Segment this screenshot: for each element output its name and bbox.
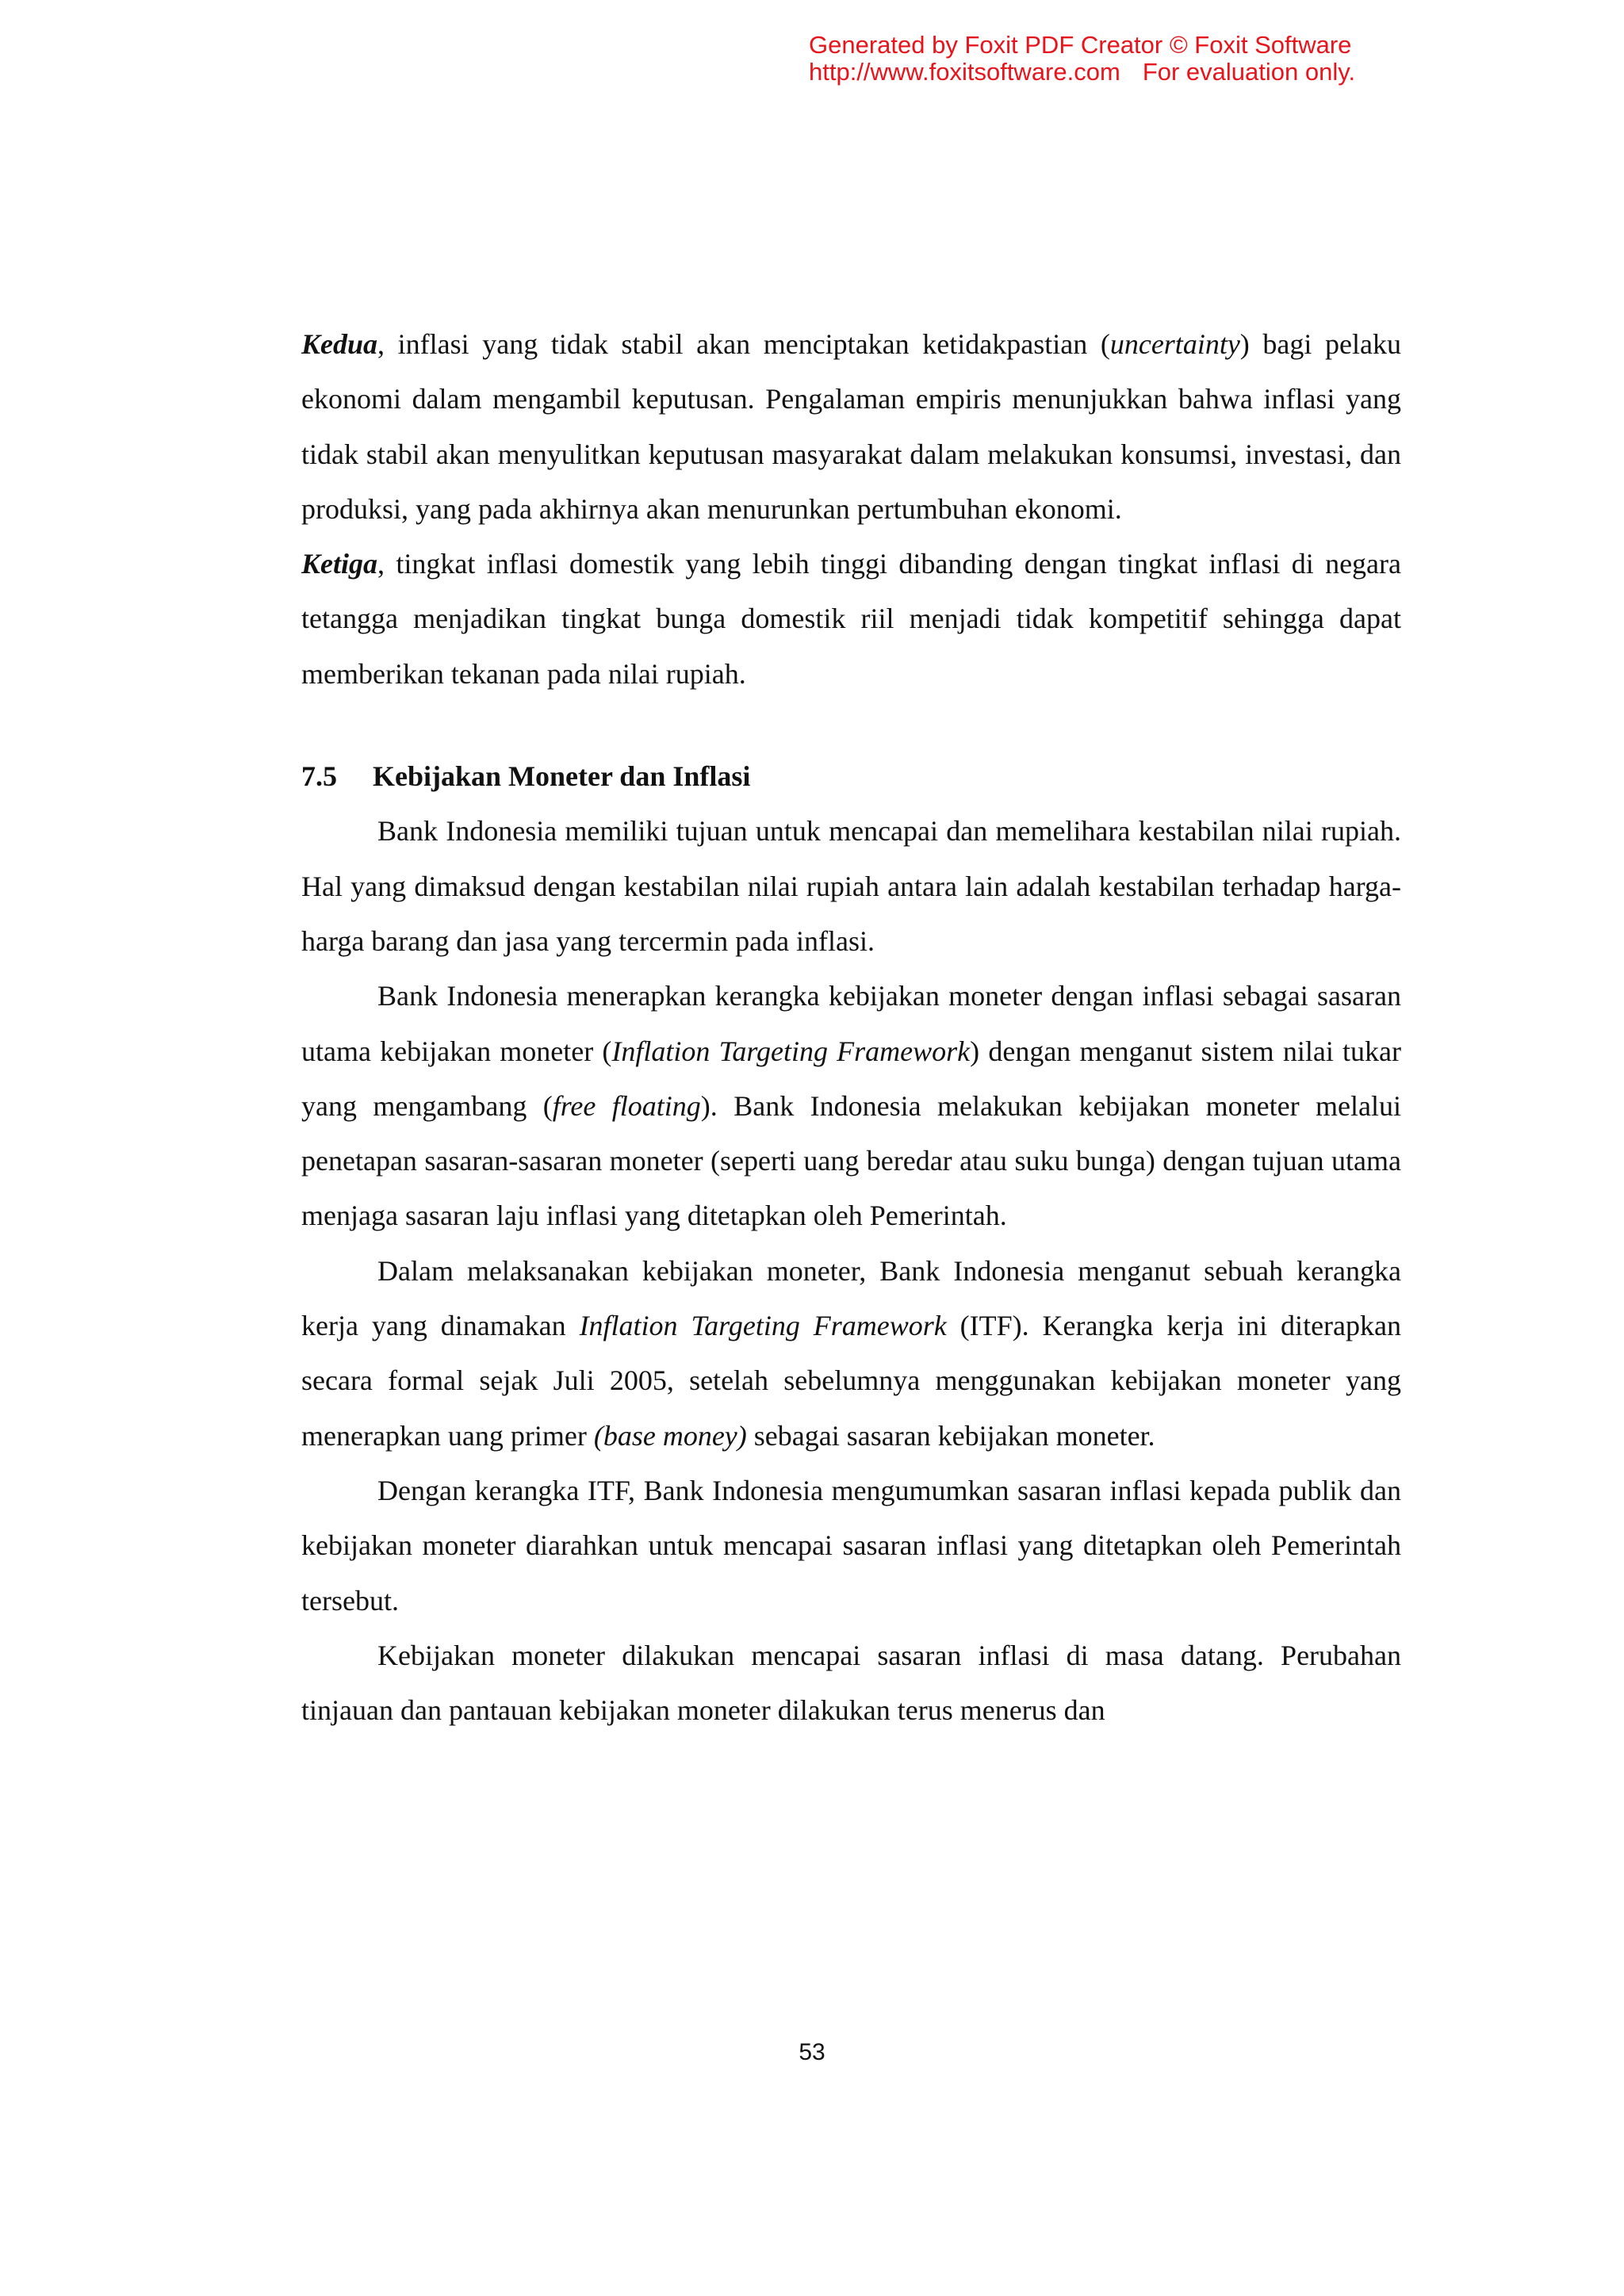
paragraph-text: ). Bank Indonesia melakukan kebijakan moneter melalui penetapan sasaran-sasaran moneter (seperti uang beredar atau suku bunga) dengan tujuan utama menjaga sasaran laju inflasi yang ditetapkan oleh Pemerintah. (301, 1089, 1402, 1232)
paragraph-3 (301, 1244, 1401, 1464)
emphasis-uncertainty: uncertainty (1109, 328, 1240, 360)
watermark-url-link[interactable]: http://www.foxitsoftware.com (809, 58, 1120, 86)
paragraph-text: Bank Indonesia menerapkan kerangka kebijakan moneter dengan inflasi sebagai sasaran utama kebijakan moneter ( (301, 980, 1401, 1067)
emphasis-itf: Inflation Targeting Framework (611, 1035, 971, 1067)
paragraph-4: Dengan kerangka ITF, Bank Indonesia mengumumkan sasaran inflasi kepada publik dan kebijakan moneter diarahkan untuk mencapai sasaran inflasi yang ditetapkan oleh Pemerintah tersebut. (301, 1474, 1401, 1617)
emphasis-base-money: (base money) (593, 1419, 747, 1452)
paragraph-text: sebagai sasaran kebijakan moneter. (746, 1419, 1155, 1452)
section-heading (301, 749, 1401, 804)
paragraph-1: Bank Indonesia memiliki tujuan untuk mencapai dan memelihara kestabilan nilai rupiah. Hal yang dimaksud dengan kestabilan nilai rupiah antara lain adalah kestabilan terhadap harga-harga barang dan jasa yang tercermin pada inflasi. (301, 815, 1401, 957)
watermark-evaluation-note: For evaluation only. (1142, 58, 1356, 86)
paragraph-kedua (301, 317, 1401, 537)
paragraph-text: , tingkat inflasi domestik yang lebih tinggi dibanding dengan tingkat inflasi di negara tetangga menjadikan tingkat bunga domestik riil menjadi tidak kompetitif sehingga dapat memberikan tekanan pada nilai rupiah. (301, 548, 1401, 690)
page-number: 53 (799, 2039, 825, 2065)
watermark-line-2 (809, 59, 1602, 86)
section-number: 7.5 (301, 760, 337, 793)
paragraph-text: , inflasi yang tidak stabil akan menciptakan ketidakpastian ( (377, 328, 1110, 360)
watermark-line-1: Generated by Foxit PDF Creator © Foxit Software (809, 31, 1352, 59)
paragraph-5: Kebijakan moneter dilakukan mencapai sasaran inflasi di masa datang. Perubahan tinjauan dan pantauan kebijakan moneter dilakukan terus menerus dan (301, 1639, 1401, 1727)
paragraph-text: Dalam melaksanakan kebijakan moneter, Bank Indonesia menganut sebuah kerangka kerja yang dinamakan (301, 1254, 1401, 1342)
paragraph-lead-kedua: Kedua (301, 328, 378, 360)
emphasis-itf: Inflation Targeting Framework (579, 1310, 947, 1342)
emphasis-free-floating: free floating (552, 1089, 701, 1122)
paragraph-lead-ketiga: Ketiga (301, 548, 377, 580)
section-title: Kebijakan Moneter dan Inflasi (373, 760, 751, 793)
paragraph-text: (ITF). Kerangka kerja ini diterapkan secara formal sejak Juli 2005, setelah sebelumnya menggunakan kebijakan moneter yang menerapkan uang primer (301, 1310, 1401, 1452)
paragraph-text: ) bagi pelaku ekonomi dalam mengambil keputusan. Pengalaman empiris menunjukkan bahwa inflasi yang tidak stabil akan menyulitkan keputusan masyarakat dalam melakukan konsumsi, investasi, dan produksi, yang pada akhirnya akan menurunkan pertumbuhan ekonomi. (301, 328, 1401, 525)
document-body (301, 317, 1401, 1738)
paragraph-text: ) dengan menganut sistem nilai tukar yang mengambang ( (301, 1035, 1401, 1122)
paragraph-2 (301, 969, 1401, 1243)
paragraph-ketiga (301, 537, 1401, 702)
foxit-watermark (809, 32, 1602, 86)
